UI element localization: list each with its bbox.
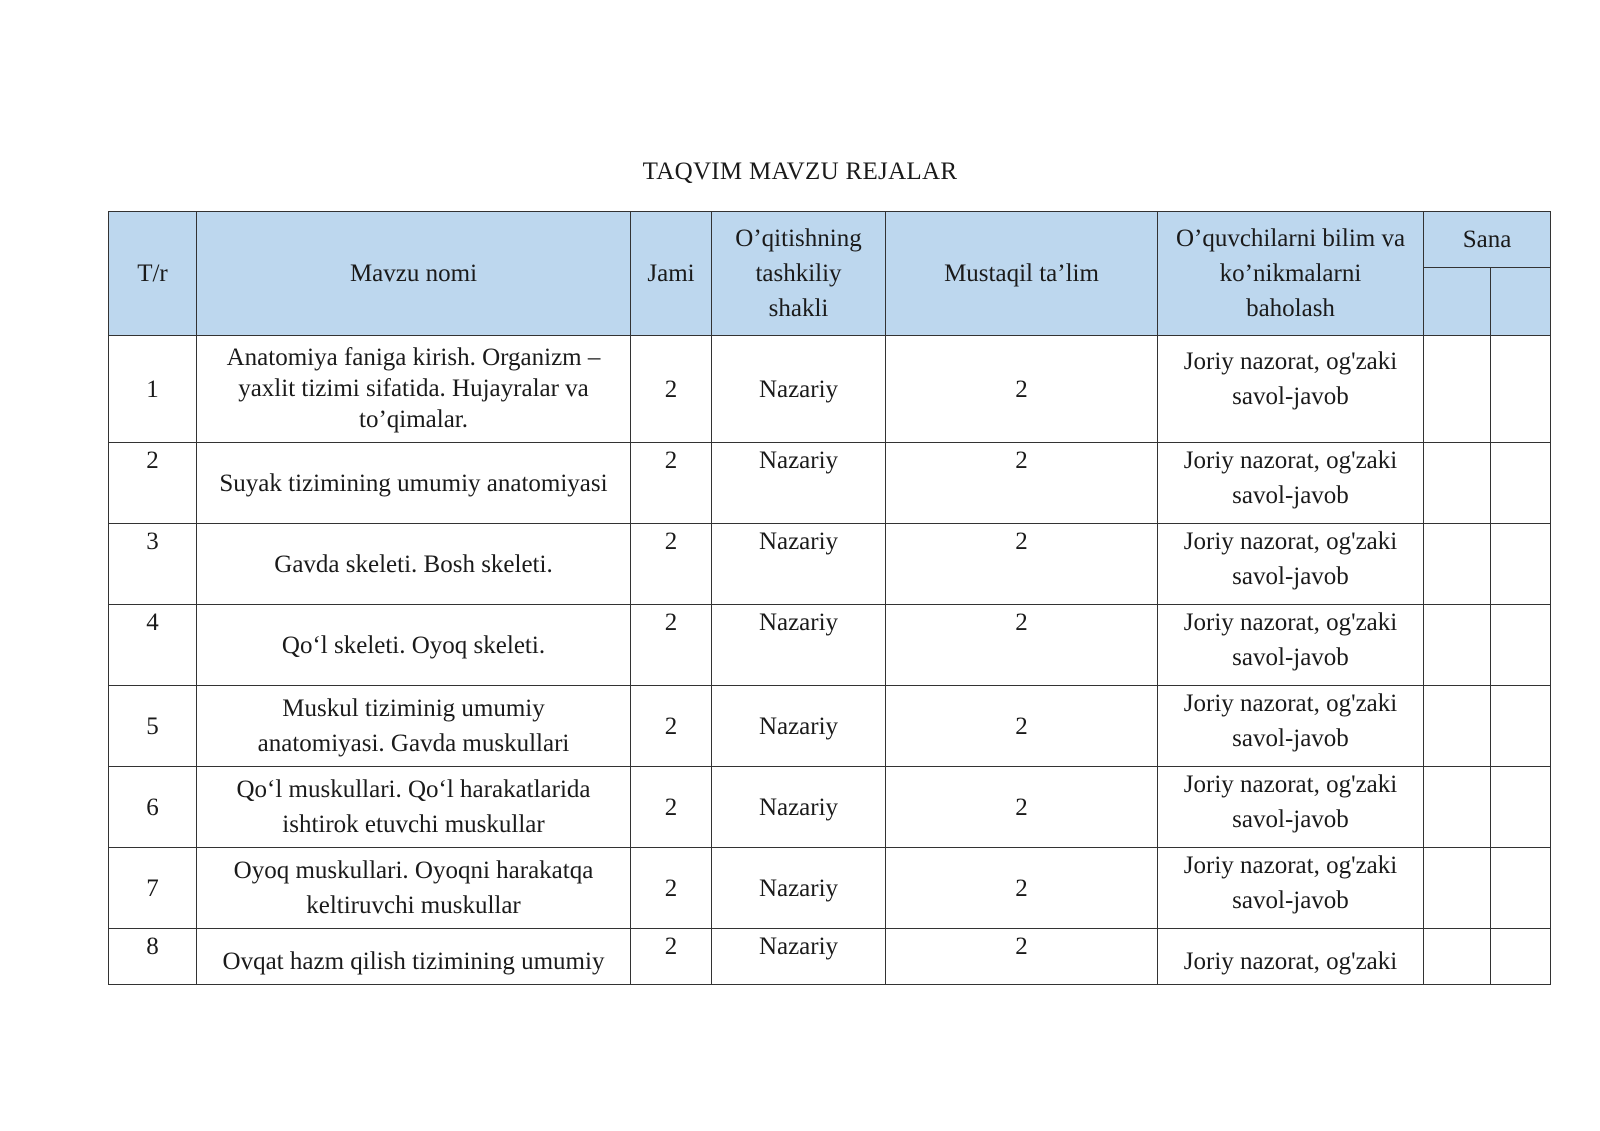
assess-line: Joriy nazorat, og'zaki	[1183, 528, 1398, 555]
cell-independent: 2	[886, 524, 1158, 605]
assess-line: savol-javob	[1232, 563, 1349, 590]
table-row	[109, 605, 1551, 686]
schedule-table	[108, 211, 1551, 985]
cell-num: 5	[109, 686, 197, 767]
topic-line: Muskul tiziminig umumiy	[282, 695, 545, 722]
cell-num: 4	[109, 605, 197, 686]
cell-form: Nazariy	[712, 686, 886, 767]
cell-assessment	[1158, 767, 1424, 848]
topic-line: yaxlit tizimi sifatida. Hujayralar va	[238, 375, 589, 402]
cell-topic: Ovqat hazm qilish tizimining umumiy	[197, 929, 631, 985]
topic-line: Anatomiya faniga kirish. Organizm –	[226, 344, 601, 371]
assess-line: Joriy nazorat, og'zaki	[1183, 348, 1398, 375]
header-form-line2: tashkiliy	[755, 260, 842, 287]
cell-num: 1	[109, 336, 197, 443]
document-title: TAQVIM MAVZU REJALAR	[642, 158, 958, 185]
topic-line: anatomiyasi. Gavda muskullari	[257, 730, 570, 757]
cell-num: 2	[109, 443, 197, 524]
cell-total: 2	[631, 336, 712, 443]
cell-date-1	[1424, 686, 1491, 767]
cell-date-1	[1424, 605, 1491, 686]
cell-total: 2	[631, 443, 712, 524]
cell-assessment	[1158, 336, 1424, 443]
header-independent: Mustaqil ta’lim	[886, 212, 1158, 336]
cell-date-1	[1424, 767, 1491, 848]
header-form	[712, 212, 886, 336]
cell-total: 2	[631, 524, 712, 605]
topic-line: Qo‘l muskullari. Qo‘l harakatlarida	[236, 776, 591, 803]
cell-assessment	[1158, 686, 1424, 767]
cell-topic	[197, 686, 631, 767]
cell-date-2	[1491, 336, 1551, 443]
assess-line: savol-javob	[1232, 383, 1349, 410]
header-form-line3: shakli	[768, 295, 829, 322]
header-tr: T/r	[109, 212, 197, 336]
table-row	[109, 848, 1551, 929]
cell-total: 2	[631, 686, 712, 767]
cell-independent: 2	[886, 848, 1158, 929]
cell-topic: Qo‘l skeleti. Oyoq skeleti.	[197, 605, 631, 686]
header-date-sub-2	[1491, 268, 1551, 336]
table-row	[109, 767, 1551, 848]
assess-line: savol-javob	[1232, 887, 1349, 914]
table-row	[109, 686, 1551, 767]
cell-num: 8	[109, 929, 197, 985]
cell-date-1	[1424, 524, 1491, 605]
header-topic: Mavzu nomi	[197, 212, 631, 336]
cell-independent: 2	[886, 605, 1158, 686]
assess-line: savol-javob	[1232, 725, 1349, 752]
cell-independent: 2	[886, 686, 1158, 767]
assess-line: Joriy nazorat, og'zaki	[1183, 852, 1398, 879]
header-assess-line2: ko’nikmalarni	[1219, 260, 1362, 287]
cell-assessment	[1158, 605, 1424, 686]
table-header	[109, 212, 1551, 336]
cell-assessment	[1158, 524, 1424, 605]
table-row	[109, 443, 1551, 524]
cell-form: Nazariy	[712, 524, 886, 605]
assess-line: Joriy nazorat, og'zaki	[1183, 771, 1398, 798]
cell-total: 2	[631, 848, 712, 929]
topic-line: Oyoq muskullari. Oyoqni harakatqa	[233, 857, 594, 884]
cell-date-1	[1424, 848, 1491, 929]
cell-form: Nazariy	[712, 605, 886, 686]
cell-independent: 2	[886, 929, 1158, 985]
cell-date-2	[1491, 767, 1551, 848]
cell-date-2	[1491, 929, 1551, 985]
assess-line: Joriy nazorat, og'zaki	[1183, 609, 1398, 636]
cell-num: 3	[109, 524, 197, 605]
cell-assessment: Joriy nazorat, og'zaki	[1158, 929, 1424, 985]
assess-line: savol-javob	[1232, 806, 1349, 833]
header-date: Sana	[1424, 212, 1551, 268]
table-row	[109, 524, 1551, 605]
cell-topic	[197, 767, 631, 848]
header-total: Jami	[631, 212, 712, 336]
cell-form: Nazariy	[712, 848, 886, 929]
header-form-line1: O’qitishning	[735, 225, 862, 252]
cell-total: 2	[631, 929, 712, 985]
topic-line: to’qimalar.	[359, 406, 468, 433]
cell-topic	[197, 848, 631, 929]
cell-date-1	[1424, 336, 1491, 443]
table-body	[109, 336, 1551, 985]
cell-date-2	[1491, 524, 1551, 605]
cell-assessment	[1158, 443, 1424, 524]
cell-form: Nazariy	[712, 929, 886, 985]
cell-date-2	[1491, 686, 1551, 767]
topic-line: keltiruvchi muskullar	[306, 892, 521, 919]
cell-total: 2	[631, 605, 712, 686]
cell-topic	[197, 336, 631, 443]
cell-date-2	[1491, 848, 1551, 929]
assess-line: savol-javob	[1232, 644, 1349, 671]
cell-date-1	[1424, 929, 1491, 985]
assess-line: Joriy nazorat, og'zaki	[1183, 447, 1398, 474]
header-assessment	[1158, 212, 1424, 336]
cell-date-1	[1424, 443, 1491, 524]
cell-total: 2	[631, 767, 712, 848]
cell-date-2	[1491, 605, 1551, 686]
header-assess-line1: O’quvchilarni bilim va	[1175, 225, 1406, 252]
cell-topic: Suyak tizimining umumiy anatomiyasi	[197, 443, 631, 524]
header-date-sub-1	[1424, 268, 1491, 336]
cell-form: Nazariy	[712, 443, 886, 524]
cell-num: 7	[109, 848, 197, 929]
cell-num: 6	[109, 767, 197, 848]
cell-independent: 2	[886, 443, 1158, 524]
table-row	[109, 929, 1551, 985]
header-assess-line3: baholash	[1246, 295, 1335, 322]
cell-date-2	[1491, 443, 1551, 524]
cell-form: Nazariy	[712, 767, 886, 848]
cell-independent: 2	[886, 336, 1158, 443]
assess-line: Joriy nazorat, og'zaki	[1183, 690, 1398, 717]
cell-independent: 2	[886, 767, 1158, 848]
cell-form: Nazariy	[712, 336, 886, 443]
cell-topic: Gavda skeleti. Bosh skeleti.	[197, 524, 631, 605]
assess-line: savol-javob	[1232, 482, 1349, 509]
topic-line: ishtirok etuvchi muskullar	[282, 811, 545, 838]
table-row	[109, 336, 1551, 443]
cell-assessment	[1158, 848, 1424, 929]
